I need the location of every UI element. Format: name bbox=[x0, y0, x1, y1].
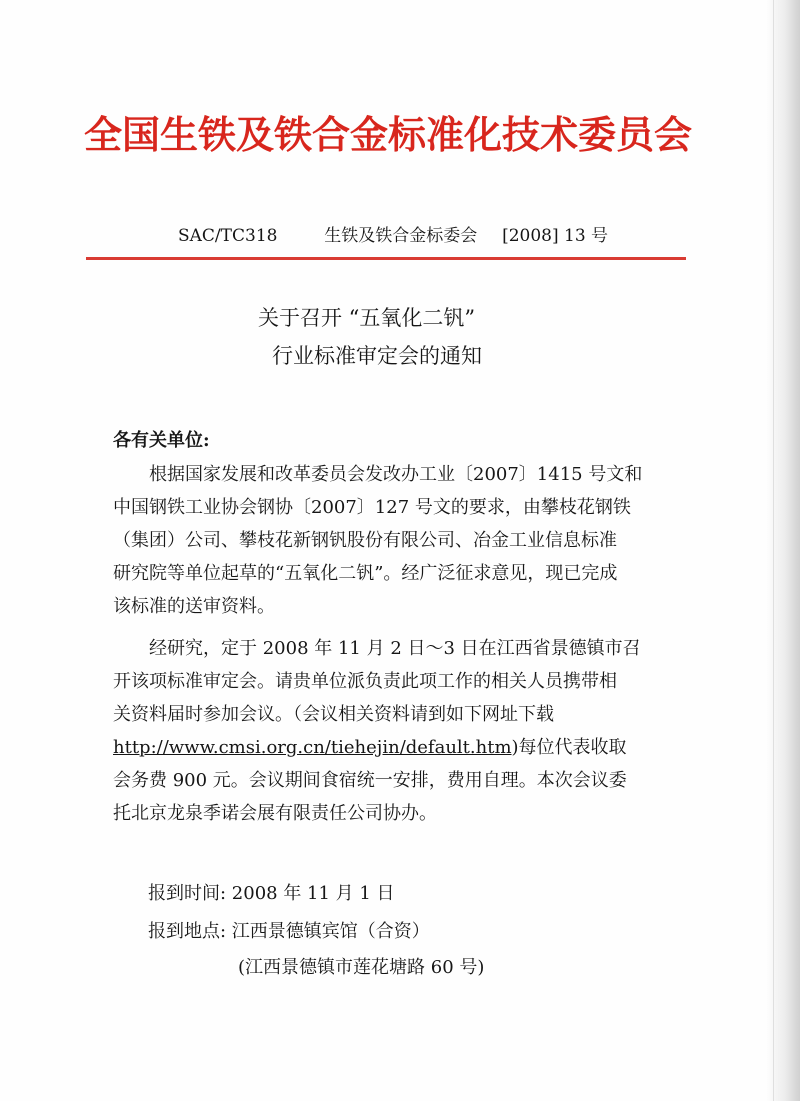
header-divider bbox=[86, 257, 686, 260]
paragraph-line: 中国钢铁工业协会钢协〔2007〕127 号文的要求，由攀枝花钢铁 bbox=[113, 497, 631, 518]
organization-title: 全国生铁及铁合金标准化技术委员会 bbox=[84, 113, 693, 157]
doc-issuer: 生铁及铁合金标委会 bbox=[324, 226, 478, 246]
paragraph-2 bbox=[113, 632, 693, 830]
paragraph-line: 该标准的送审资料。 bbox=[113, 596, 275, 617]
link-tail-text: )每位代表收取 bbox=[511, 737, 627, 758]
doc-num: 13 号 bbox=[564, 226, 609, 246]
paragraph-line: 关资料届时参加会议。（会议相关资料请到如下网址下载 bbox=[113, 704, 554, 725]
paragraph-line: 根据国家发展和改革委员会发改办工业〔2007〕1415 号文和 bbox=[113, 464, 643, 485]
paragraph-line: 经研究，定于 2008 年 11 月 2 日～3 日在江西省景德镇市召 bbox=[113, 638, 641, 659]
download-link[interactable]: http://www.cmsi.org.cn/tiehejin/default.htm bbox=[113, 737, 512, 758]
paragraph-line: 研究院等单位起草的“五氧化二钒”。经广泛征求意见，现已完成 bbox=[113, 563, 618, 584]
registration-place: 报到地点: 江西景德镇宾馆（合资） bbox=[148, 921, 430, 942]
subject-line-1: 关于召开 “五氧化二钒” bbox=[258, 306, 476, 330]
paragraph-line: 会务费 900 元。会议期间食宿统一安排，费用自理。本次会议委 bbox=[113, 770, 627, 791]
subject-line-2: 行业标准审定会的通知 bbox=[272, 344, 482, 368]
registration-address: (江西景德镇市莲花塘路 60 号) bbox=[238, 957, 485, 978]
salutation: 各有关单位: bbox=[113, 430, 210, 451]
paragraph-line: （集团）公司、攀枝花新钢钒股份有限公司、冶金工业信息标准 bbox=[113, 530, 617, 551]
paragraph-line: 托北京龙泉季诺会展有限责任公司协办。 bbox=[113, 803, 437, 824]
paragraph-1 bbox=[113, 458, 693, 623]
scan-edge-shadow bbox=[766, 0, 800, 1101]
doc-code: SAC/TC318 bbox=[178, 226, 278, 246]
scan-edge-line bbox=[773, 0, 774, 1101]
document-number bbox=[178, 221, 608, 246]
registration-time: 报到时间: 2008 年 11 月 1 日 bbox=[148, 883, 395, 904]
paragraph-line: 开该项标准审定会。请贵单位派负责此项工作的相关人员携带相 bbox=[113, 671, 617, 692]
paragraph-line-with-link bbox=[113, 731, 693, 764]
doc-year: [2008] bbox=[502, 226, 559, 246]
